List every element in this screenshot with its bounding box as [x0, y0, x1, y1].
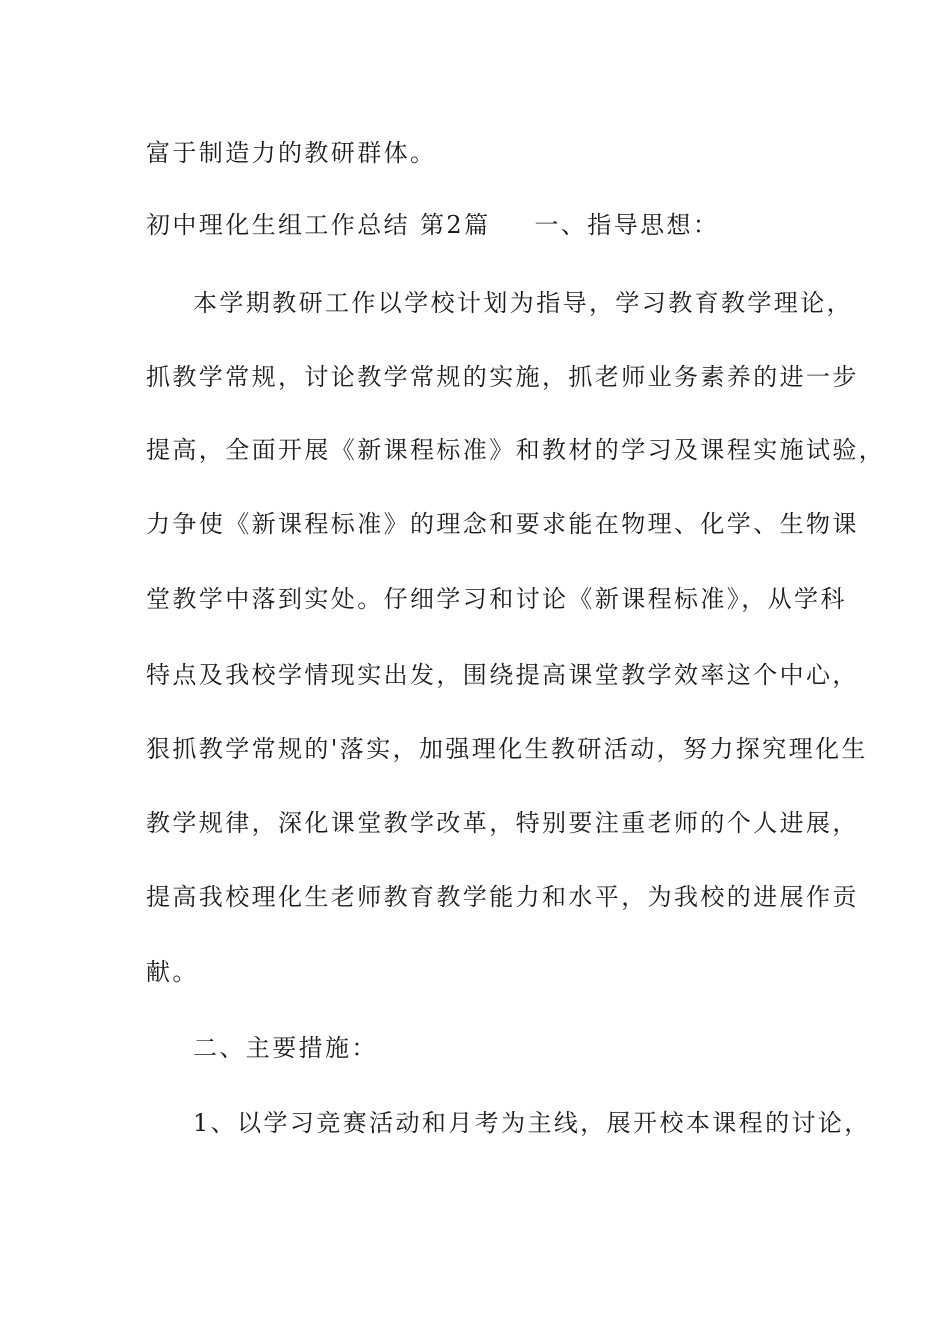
section-heading: 一、指导思想：	[534, 211, 720, 239]
text-line: 教学规律，深化课堂教学改革，特别要注重老师的个人进展，	[146, 809, 859, 837]
article-heading	[146, 210, 719, 240]
text-line: 富于制造力的教研群体。	[146, 139, 437, 167]
section-heading: 二、主要措施：	[193, 1034, 378, 1062]
text-line: 抓教学常规，讨论教学常规的实施，抓老师业务素养的进一步	[146, 363, 859, 391]
text-line: 1、以学习竞赛活动和月考为主线，展开校本课程的讨论，	[193, 1109, 871, 1137]
text-line: 提高我校理化生老师教育教学能力和水平，为我校的进展作贡	[146, 883, 859, 911]
text-line: 特点及我校学情现实出发，围绕提高课堂教学效率这个中心，	[146, 661, 859, 689]
article-title: 初中理化生组工作总结 第2篇	[146, 211, 491, 239]
text-line: 提高，全面开展《新课程标准》和教材的学习及课程实施试验，	[146, 436, 886, 464]
text-line: 献。	[146, 958, 199, 986]
text-line: 狠抓教学常规的'落实，加强理化生教研活动，努力探究理化生	[146, 735, 868, 763]
text-line: 力争使《新课程标准》的理念和要求能在物理、化学、生物课	[146, 510, 859, 538]
text-line: 堂教学中落到实处。仔细学习和讨论《新课程标准》，从学科	[146, 585, 847, 613]
text-line: 本学期教研工作以学校计划为指导，学习教育教学理论，	[193, 289, 853, 317]
